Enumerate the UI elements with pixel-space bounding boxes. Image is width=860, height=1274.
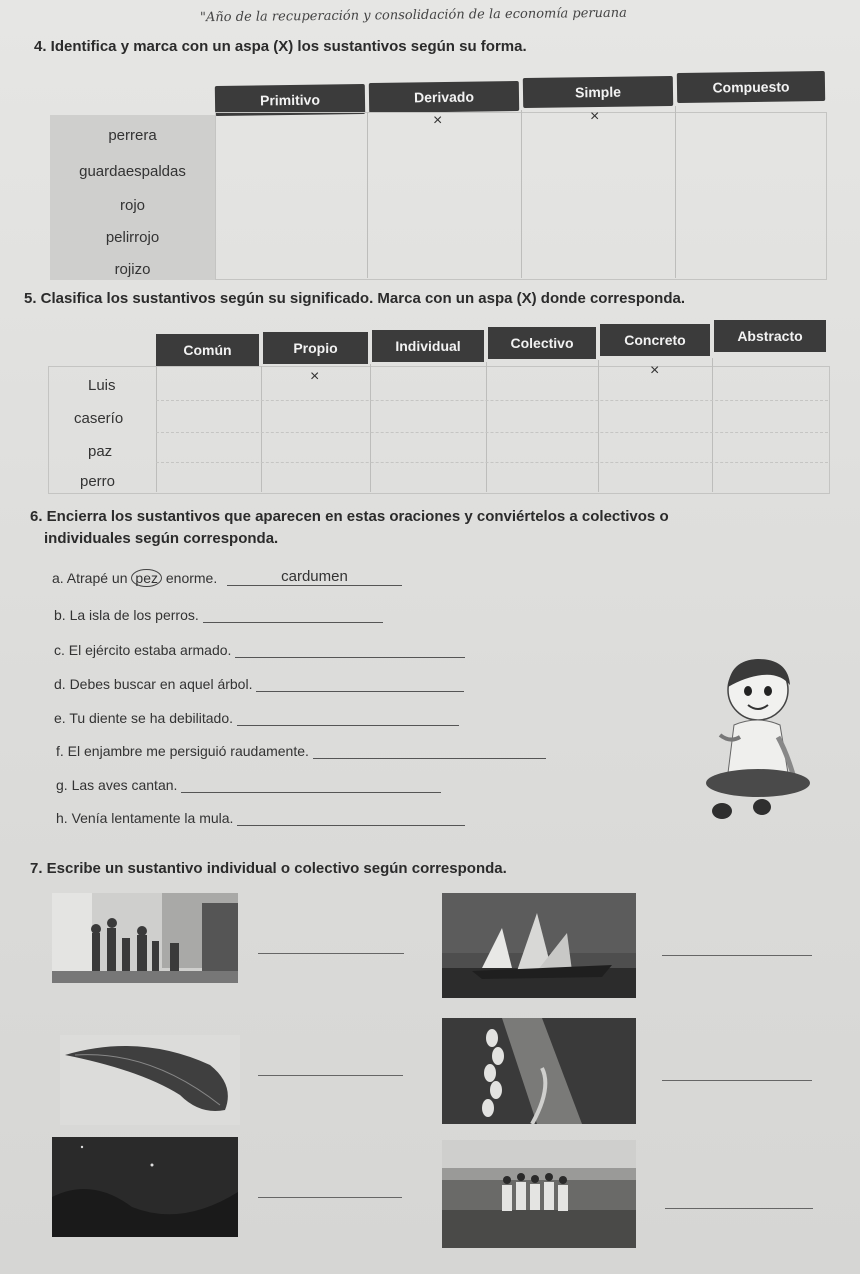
q6-item-c xyxy=(54,642,465,658)
q6-answer-line-e[interactable] xyxy=(237,711,459,726)
photo-feather xyxy=(60,1035,240,1125)
q6-item-a-post: enorme. xyxy=(161,570,218,586)
q5-row-divider xyxy=(156,462,828,463)
q5-divider xyxy=(712,358,713,492)
question-5-title: 5. Clasifica los sustantivos según su significado. Marca con un aspa (X) donde corresponda. xyxy=(24,290,685,307)
q4-divider xyxy=(521,110,522,278)
row-paz: paz xyxy=(88,443,113,460)
q5-row-divider xyxy=(156,432,828,433)
q5-divider xyxy=(370,364,371,492)
q6-answer-line-a[interactable] xyxy=(227,568,402,586)
q6-item-c-text: c. El ejército estaba armado. xyxy=(54,642,232,658)
q5-divider xyxy=(486,362,487,492)
q5-divider xyxy=(156,366,157,492)
col-compuesto: Compuesto xyxy=(677,71,825,103)
photo-dark-forest xyxy=(52,1137,238,1237)
year-header: "Año de la recuperación y consolidación de la economía peruana xyxy=(199,5,627,26)
q6-item-a xyxy=(52,570,402,586)
q6-answer-line-g[interactable] xyxy=(181,778,441,793)
row-perro: perro xyxy=(80,473,116,490)
row-caserio: caserío xyxy=(74,410,124,427)
q6-answer-line-f[interactable] xyxy=(313,744,546,759)
photo-wheat xyxy=(442,1018,636,1124)
photo-crowd xyxy=(52,893,238,983)
q6-answer-line-b[interactable] xyxy=(203,608,383,623)
question-6-title-line1: 6. Encierra los sustantivos que aparecen en estas oraciones y conviértelos a colectivos o xyxy=(30,508,669,525)
q7-answer-line-2[interactable] xyxy=(662,955,812,956)
row-rojizo: rojizo xyxy=(114,261,151,278)
q6-answer-line-d[interactable] xyxy=(256,677,464,692)
q6-item-h-text: h. Venía lentamente la mula. xyxy=(56,810,234,826)
q5-mark-luis-concreto: × xyxy=(650,362,660,379)
q6-item-d-text: d. Debes buscar en aquel árbol. xyxy=(54,676,253,692)
q6-item-e-text: e. Tu diente se ha debilitado. xyxy=(54,710,234,726)
q6-item-b-text: b. La isla de los perros. xyxy=(54,607,199,623)
circled-noun: pez xyxy=(131,569,162,587)
question-7-title: 7. Escribe un sustantivo individual o colectivo según corresponda. xyxy=(30,860,507,877)
q6-item-f xyxy=(56,743,546,759)
q4-row-labels xyxy=(50,115,215,280)
col-concreto: Concreto xyxy=(600,324,710,356)
col-individual: Individual xyxy=(372,330,484,362)
photo-football-team xyxy=(442,1140,636,1248)
q5-row-divider xyxy=(156,400,828,401)
q6-item-f-text: f. El enjambre me persiguió raudamente. xyxy=(56,743,309,759)
q5-divider xyxy=(261,366,262,492)
q7-answer-line-1[interactable] xyxy=(258,953,404,954)
q6-item-e xyxy=(54,710,459,726)
q6-item-a-pre: a. Atrapé un xyxy=(52,570,132,586)
q7-answer-line-4[interactable] xyxy=(662,1080,812,1081)
q7-answer-line-5[interactable] xyxy=(258,1197,402,1198)
col-colectivo: Colectivo xyxy=(488,327,596,359)
q6-answer-a: cardumen xyxy=(281,568,348,585)
q6-item-b xyxy=(54,607,383,623)
question-4-title: 4. Identifica y marca con un aspa (X) los sustantivos según su forma. xyxy=(34,38,527,55)
q4-divider xyxy=(675,106,676,278)
q7-answer-line-6[interactable] xyxy=(665,1208,813,1209)
q5-divider xyxy=(598,360,599,492)
q6-answer-line-h[interactable] xyxy=(237,811,465,826)
boy-illustration xyxy=(700,655,810,825)
question-6-title-line2: individuales según corresponda. xyxy=(44,530,279,547)
col-primitivo: Primitivo xyxy=(215,84,365,116)
q6-item-d xyxy=(54,676,464,692)
q6-item-h xyxy=(56,810,465,826)
q5-mark-luis-propio: × xyxy=(310,368,320,385)
row-rojo: rojo xyxy=(119,197,145,214)
col-abstracto: Abstracto xyxy=(714,320,826,352)
q6-item-g xyxy=(56,777,441,793)
col-simple: Simple xyxy=(523,76,673,108)
q6-answer-line-c[interactable] xyxy=(235,643,465,658)
col-comun: Común xyxy=(156,334,259,366)
col-propio: Propio xyxy=(263,332,368,364)
row-perrera: perrera xyxy=(108,127,157,144)
row-guardaespaldas: guardaespaldas xyxy=(79,163,186,180)
row-luis: Luis xyxy=(88,377,116,394)
col-derivado: Derivado xyxy=(369,81,519,113)
q6-item-g-text: g. Las aves cantan. xyxy=(56,777,178,793)
row-pelirrojo: pelirrojo xyxy=(105,229,160,246)
q7-answer-line-3[interactable] xyxy=(258,1075,403,1076)
q4-divider xyxy=(367,112,368,278)
q4-mark-perrera-derivado: × xyxy=(433,112,443,129)
q4-mark-perrera-simple: × xyxy=(590,108,600,125)
photo-boats xyxy=(442,893,636,998)
